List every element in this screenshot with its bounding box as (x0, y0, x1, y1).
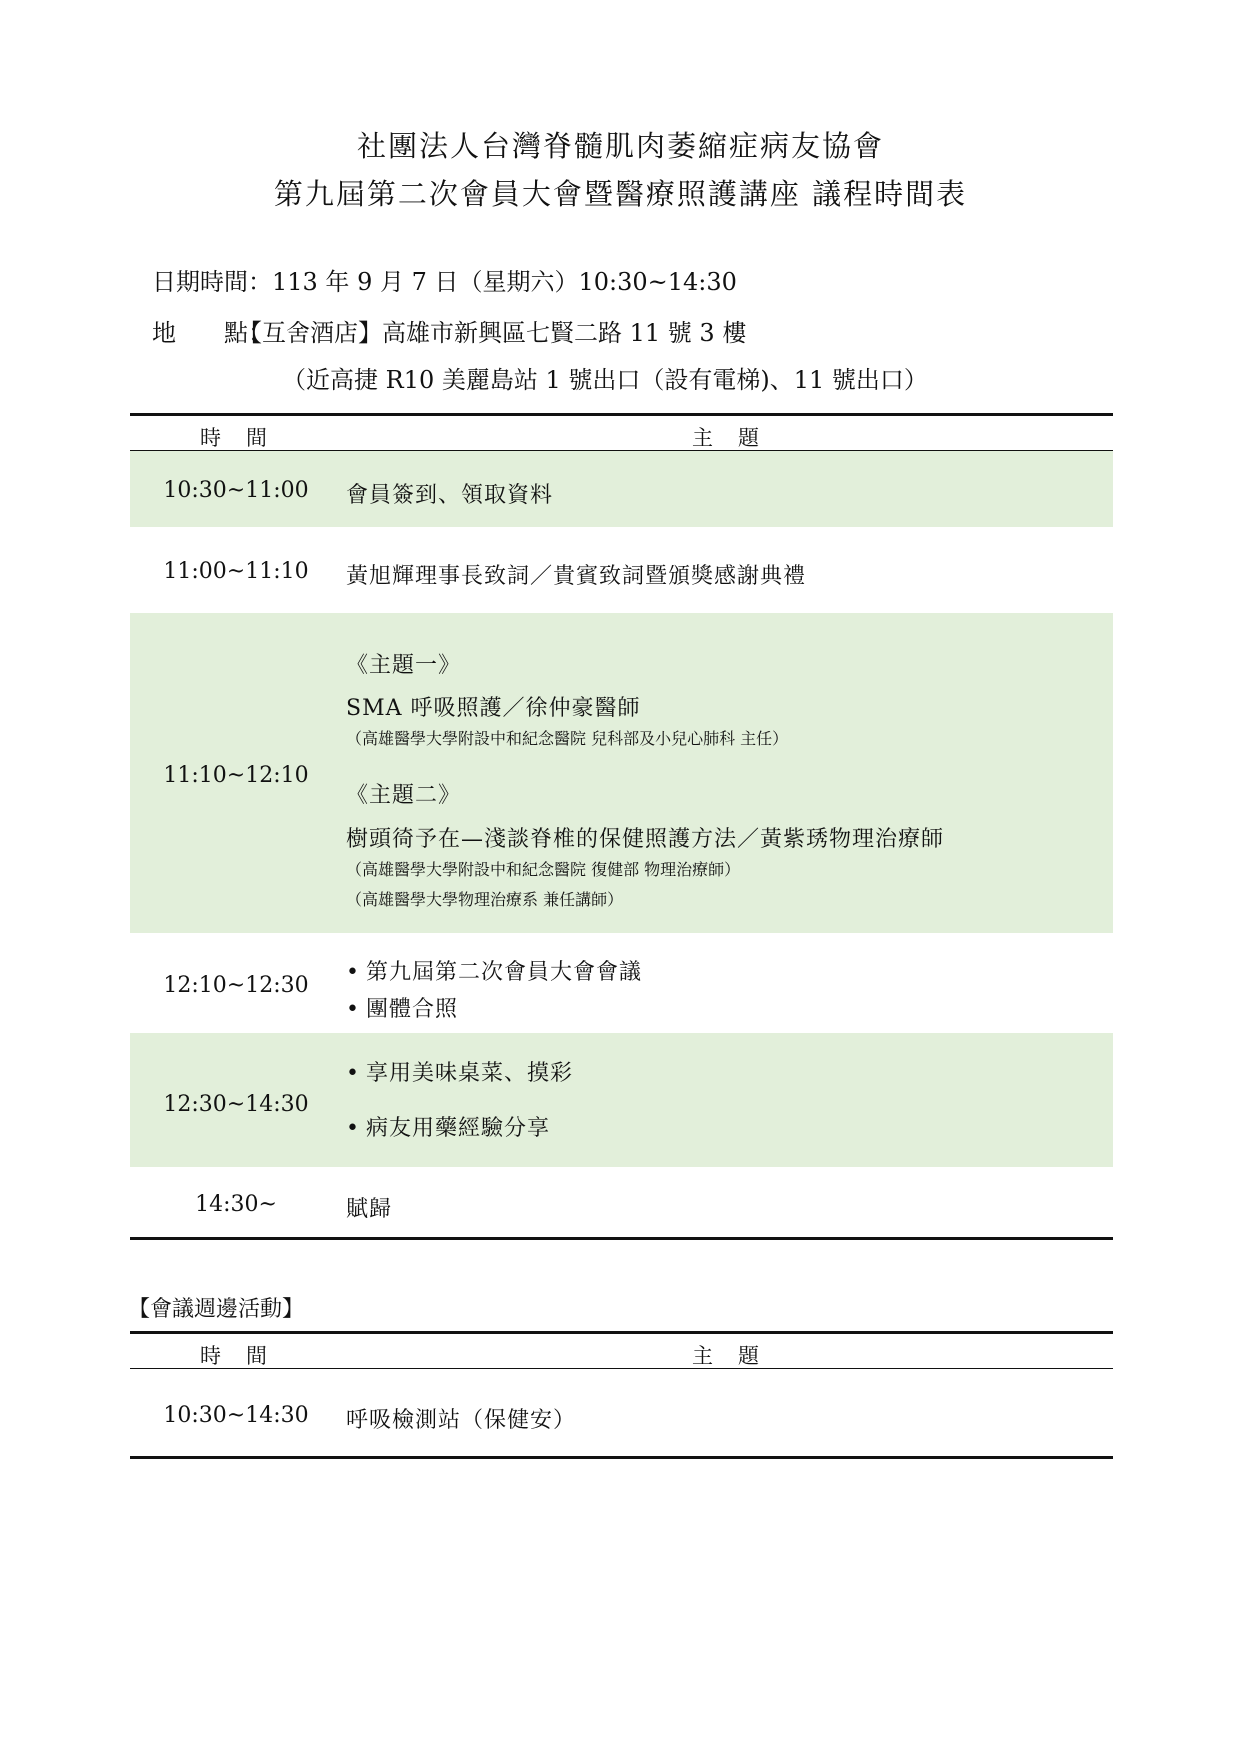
topic-2-label: 《主題二》 (346, 783, 462, 808)
list-item: • 第九屆第二次會員大會會議 (346, 955, 642, 986)
row-time: 14:30~ (195, 1192, 277, 1217)
topic-2-note-2: （高雄醫學大學物理治療系 兼任講師） (346, 890, 624, 909)
row-topic: 呼吸檢測站（保健安） (346, 1408, 577, 1433)
document-subtitle: 第九屆第二次會員大會暨醫療照護講座 議程時間表 (273, 177, 968, 211)
list-item: • 病友用藥經驗分享 (346, 1111, 550, 1142)
row-topic: 黃旭輝理事長致詞／貴賓致詞暨頒獎感謝典禮 (346, 564, 807, 589)
header-topic: 主 題 (692, 1344, 761, 1368)
topic-1-note: （高雄醫學大學附設中和紀念醫院 兒科部及小兒心肺科 主任） (346, 729, 789, 748)
row-time: 11:10~12:10 (163, 763, 309, 788)
topic-1-label: 《主題一》 (346, 653, 462, 678)
header-rule (130, 1368, 1113, 1369)
row-topic: 會員簽到、領取資料 (346, 483, 554, 508)
table-top-rule (130, 413, 1113, 416)
document-title: 社團法人台灣脊髓肌肉萎縮症病友協會 (356, 129, 884, 163)
row-time: 12:10~12:30 (163, 973, 309, 998)
location-value: 【互舍酒店】高雄市新興區七賢二路 11 號 3 樓 (238, 319, 747, 347)
row-time: 11:00~11:10 (163, 559, 309, 584)
table-bottom-rule (130, 1456, 1113, 1459)
event-date: 日期時間：113 年 9 月 7 日（星期六）10:30~14:30 (152, 268, 737, 296)
header-time: 時 間 (200, 1344, 269, 1368)
row-time: 10:30~11:00 (163, 478, 309, 503)
table-bottom-rule (130, 1237, 1113, 1240)
topic-2-title: 樹頭徛予在—淺談脊椎的保健照護方法／黃紫琇物理治療師 (346, 827, 945, 852)
row-topic: 賦歸 (346, 1197, 393, 1222)
section-title: 【會議週邊活動】 (128, 1297, 305, 1322)
header-time: 時 間 (200, 426, 269, 450)
topic-2-note-1: （高雄醫學大學附設中和紀念醫院 復健部 物理治療師） (346, 860, 741, 879)
list-item: • 享用美味桌菜、摸彩 (346, 1056, 573, 1087)
row-time: 12:30~14:30 (163, 1092, 309, 1117)
topic-1-title: SMA 呼吸照護／徐仲豪醫師 (346, 696, 641, 721)
list-item: • 團體合照 (346, 992, 458, 1023)
row-time: 10:30~14:30 (163, 1403, 309, 1428)
table-top-rule (130, 1331, 1113, 1334)
location-label: 地 點： (152, 319, 272, 347)
location-note: （近高捷 R10 美麗島站 1 號出口（設有電梯)、11 號出口） (282, 366, 928, 394)
header-topic: 主 題 (692, 426, 761, 450)
